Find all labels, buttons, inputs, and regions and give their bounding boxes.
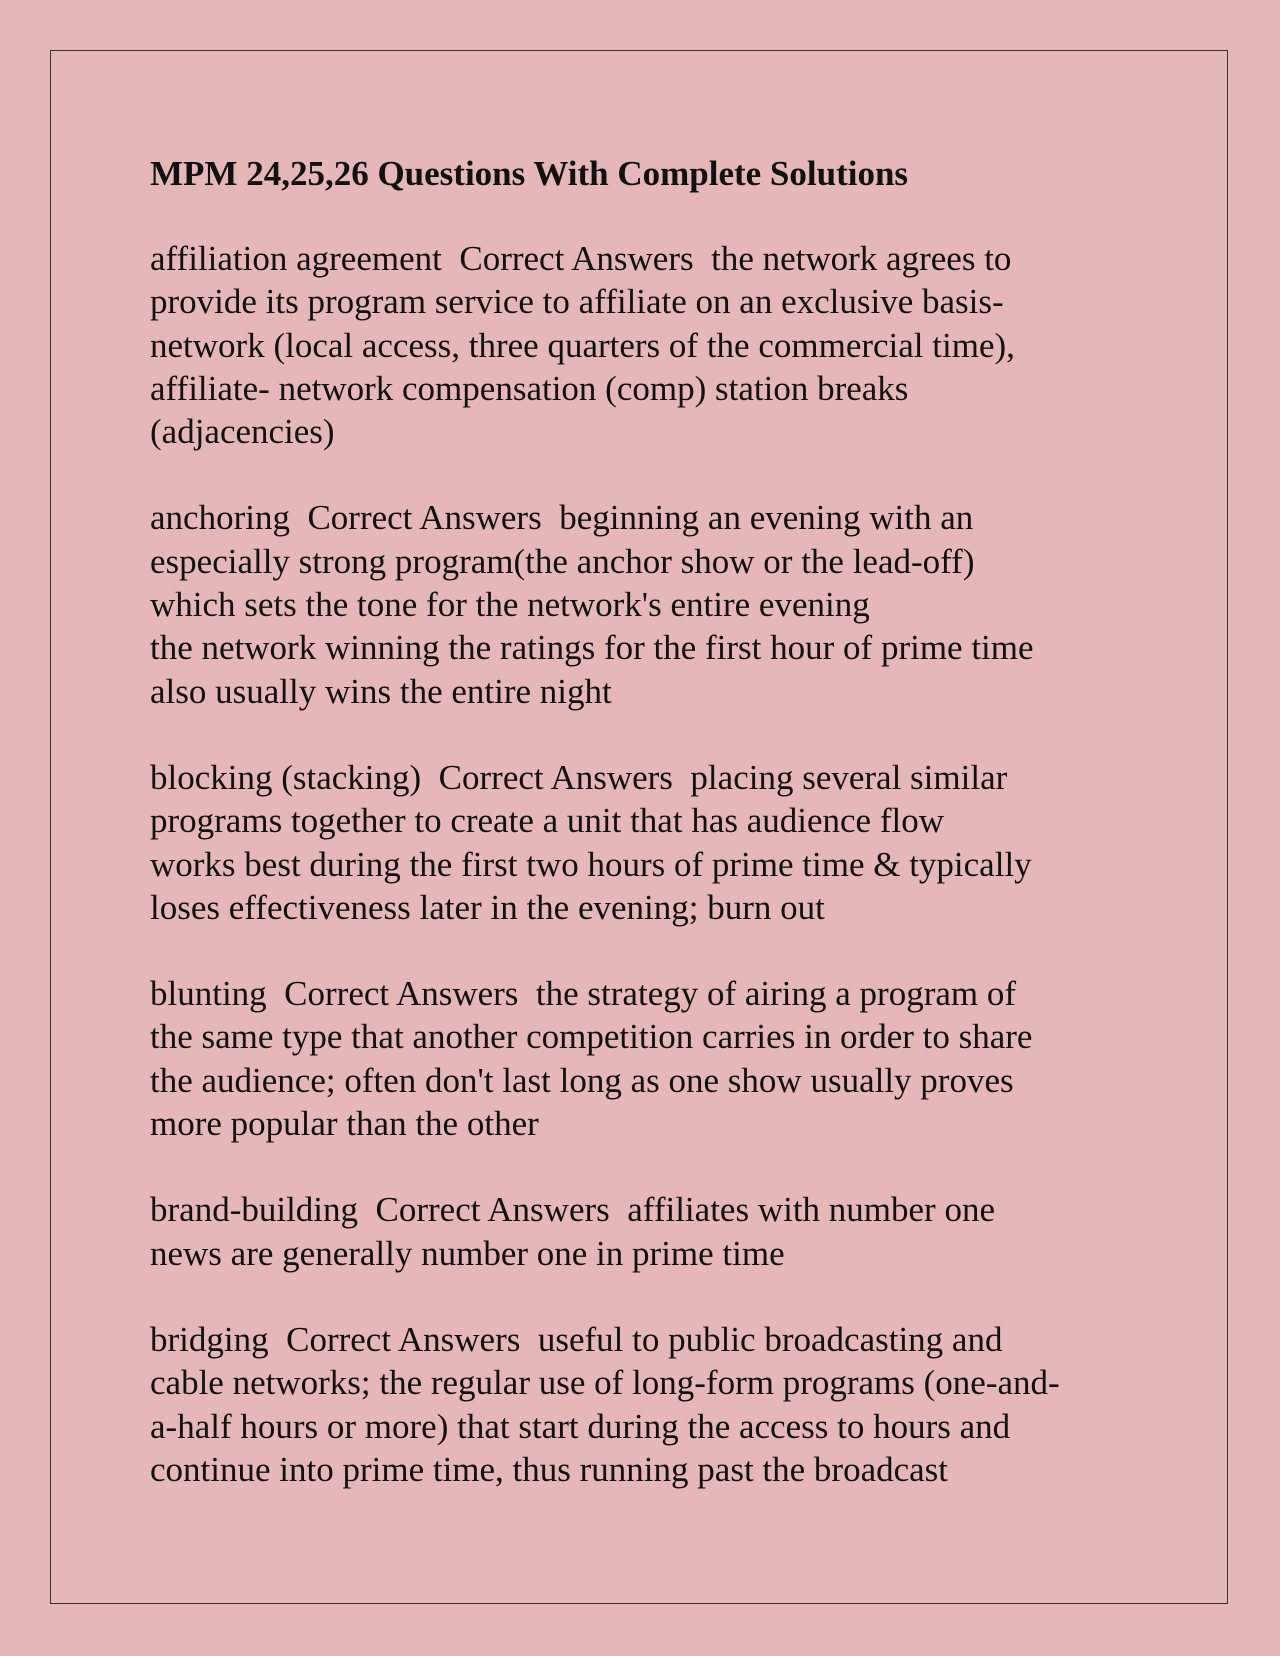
- entry-line: the audience; often don't last long as one show usually proves: [150, 1060, 1014, 1100]
- entry-line: the same type that another competition carries in order to share: [150, 1017, 1033, 1057]
- entry-line: which sets the tone for the network's entire evening: [150, 585, 870, 625]
- entry-line: brand-building Correct Answers affiliates with number one: [150, 1190, 995, 1230]
- entry-anchoring: [150, 496, 1140, 712]
- entry-line: a-half hours or more) that start during the access to hours and: [150, 1406, 1011, 1446]
- entry-line: works best during the first two hours of prime time & typically: [150, 844, 1032, 884]
- document-title: MPM 24,25,26 Questions With Complete Solutions: [150, 154, 909, 193]
- entry-line: affiliate- network compensation (comp) station breaks: [150, 368, 909, 408]
- entry-line: programs together to create a unit that has audience flow: [150, 801, 944, 841]
- entry-line: also usually wins the entire night: [150, 671, 612, 711]
- entry-line: network (local access, three quarters of the commercial time),: [150, 325, 1015, 365]
- entry-line: cable networks; the regular use of long-form programs (one-and-: [150, 1363, 1060, 1403]
- entry-line: provide its program service to affiliate on an exclusive basis-: [150, 282, 1004, 322]
- entry-line: the network winning the ratings for the first hour of prime time: [150, 628, 1034, 668]
- entry-line: (adjacencies): [150, 412, 335, 452]
- entry-line: news are generally number one in prime time: [150, 1233, 785, 1273]
- entry-blocking: [150, 756, 1140, 929]
- entry-bridging: [150, 1318, 1140, 1491]
- entry-line: continue into prime time, thus running past the broadcast: [150, 1449, 949, 1489]
- entry-line: more popular than the other: [150, 1104, 539, 1144]
- entry-line: affiliation agreement Correct Answers the network agrees to: [150, 239, 1012, 278]
- entry-line: blocking (stacking) Correct Answers placing several similar: [150, 757, 1008, 797]
- document-content: [150, 152, 1140, 1534]
- entry-line: loses effectiveness later in the evening; burn out: [150, 887, 825, 927]
- entry-line: blunting Correct Answers the strategy of airing a program of: [150, 974, 1017, 1014]
- entry-blunting: [150, 972, 1140, 1145]
- entry-affiliation-agreement: [150, 237, 1140, 453]
- entry-line: anchoring Correct Answers beginning an evening with an: [150, 498, 974, 538]
- entry-line: bridging Correct Answers useful to public broadcasting and: [150, 1319, 1003, 1359]
- entry-brand-building: [150, 1188, 1140, 1275]
- entry-line: especially strong program(the anchor show or the lead-off): [150, 541, 975, 581]
